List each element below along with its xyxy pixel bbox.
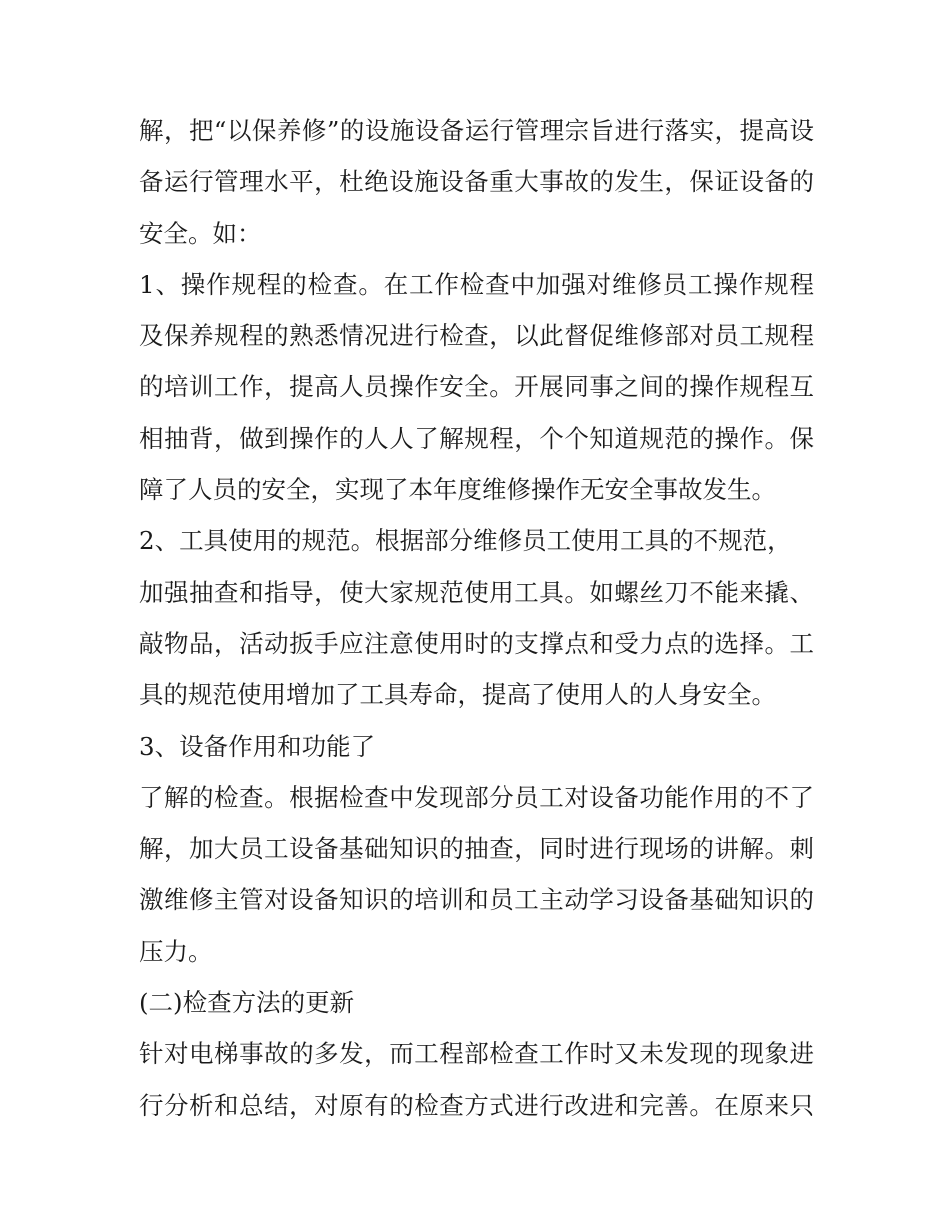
body-text <box>139 105 814 1131</box>
text-line: 了解的检查。根据检查中发现部分员工对设备功能作用的不了 <box>139 782 814 812</box>
text-line: 行分析和总结，对原有的检查方式进行改进和完善。在原来只 <box>139 1090 814 1120</box>
text-line: 解，把“以保养修”的设施设备运行管理宗旨进行落实，提高设 <box>139 116 814 145</box>
list-heading: 3、设备作用和功能了 <box>139 731 376 761</box>
text-line: 1、操作规程的检查。在工作检查中加强对维修员工操作规程 <box>139 269 814 299</box>
text-line: 安全。如： <box>139 218 262 248</box>
section-heading: (二)检查方法的更新 <box>139 988 355 1018</box>
text-line: 具的规范使用增加了工具寿命，提高了使用人的人身安全。 <box>139 680 776 710</box>
text-line: 障了人员的安全，实现了本年度维修操作无安全事故发生。 <box>139 475 776 505</box>
text-line: 敲物品，活动扳手应注意使用时的支撑点和受力点的选择。工 <box>139 628 814 658</box>
text-line: 针对电梯事故的多发，而工程部检查工作时又未发现的现象进 <box>139 1039 814 1069</box>
text-line: 的培训工作，提高人员操作安全。开展同事之间的操作规程互 <box>139 372 814 402</box>
text-line: 及保养规程的熟悉情况进行检查，以此督促维修部对员工规程 <box>139 321 814 351</box>
text-line: 解，加大员工设备基础知识的抽查，同时进行现场的讲解。刺 <box>139 834 814 864</box>
text-line: 2、工具使用的规范。根据部分维修员工使用工具的不规范， <box>139 526 792 556</box>
text-line: 压力。 <box>139 936 213 966</box>
text-line: 备运行管理水平，杜绝设施设备重大事故的发生，保证设备的 <box>139 167 814 197</box>
text-line: 相抽背，做到操作的人人了解规程，个个知道规范的操作。保 <box>139 423 814 453</box>
text-line: 激维修主管对设备知识的培训和员工主动学习设备基础知识的 <box>139 885 814 915</box>
text-line: 加强抽查和指导，使大家规范使用工具。如螺丝刀不能来撬、 <box>139 577 814 607</box>
